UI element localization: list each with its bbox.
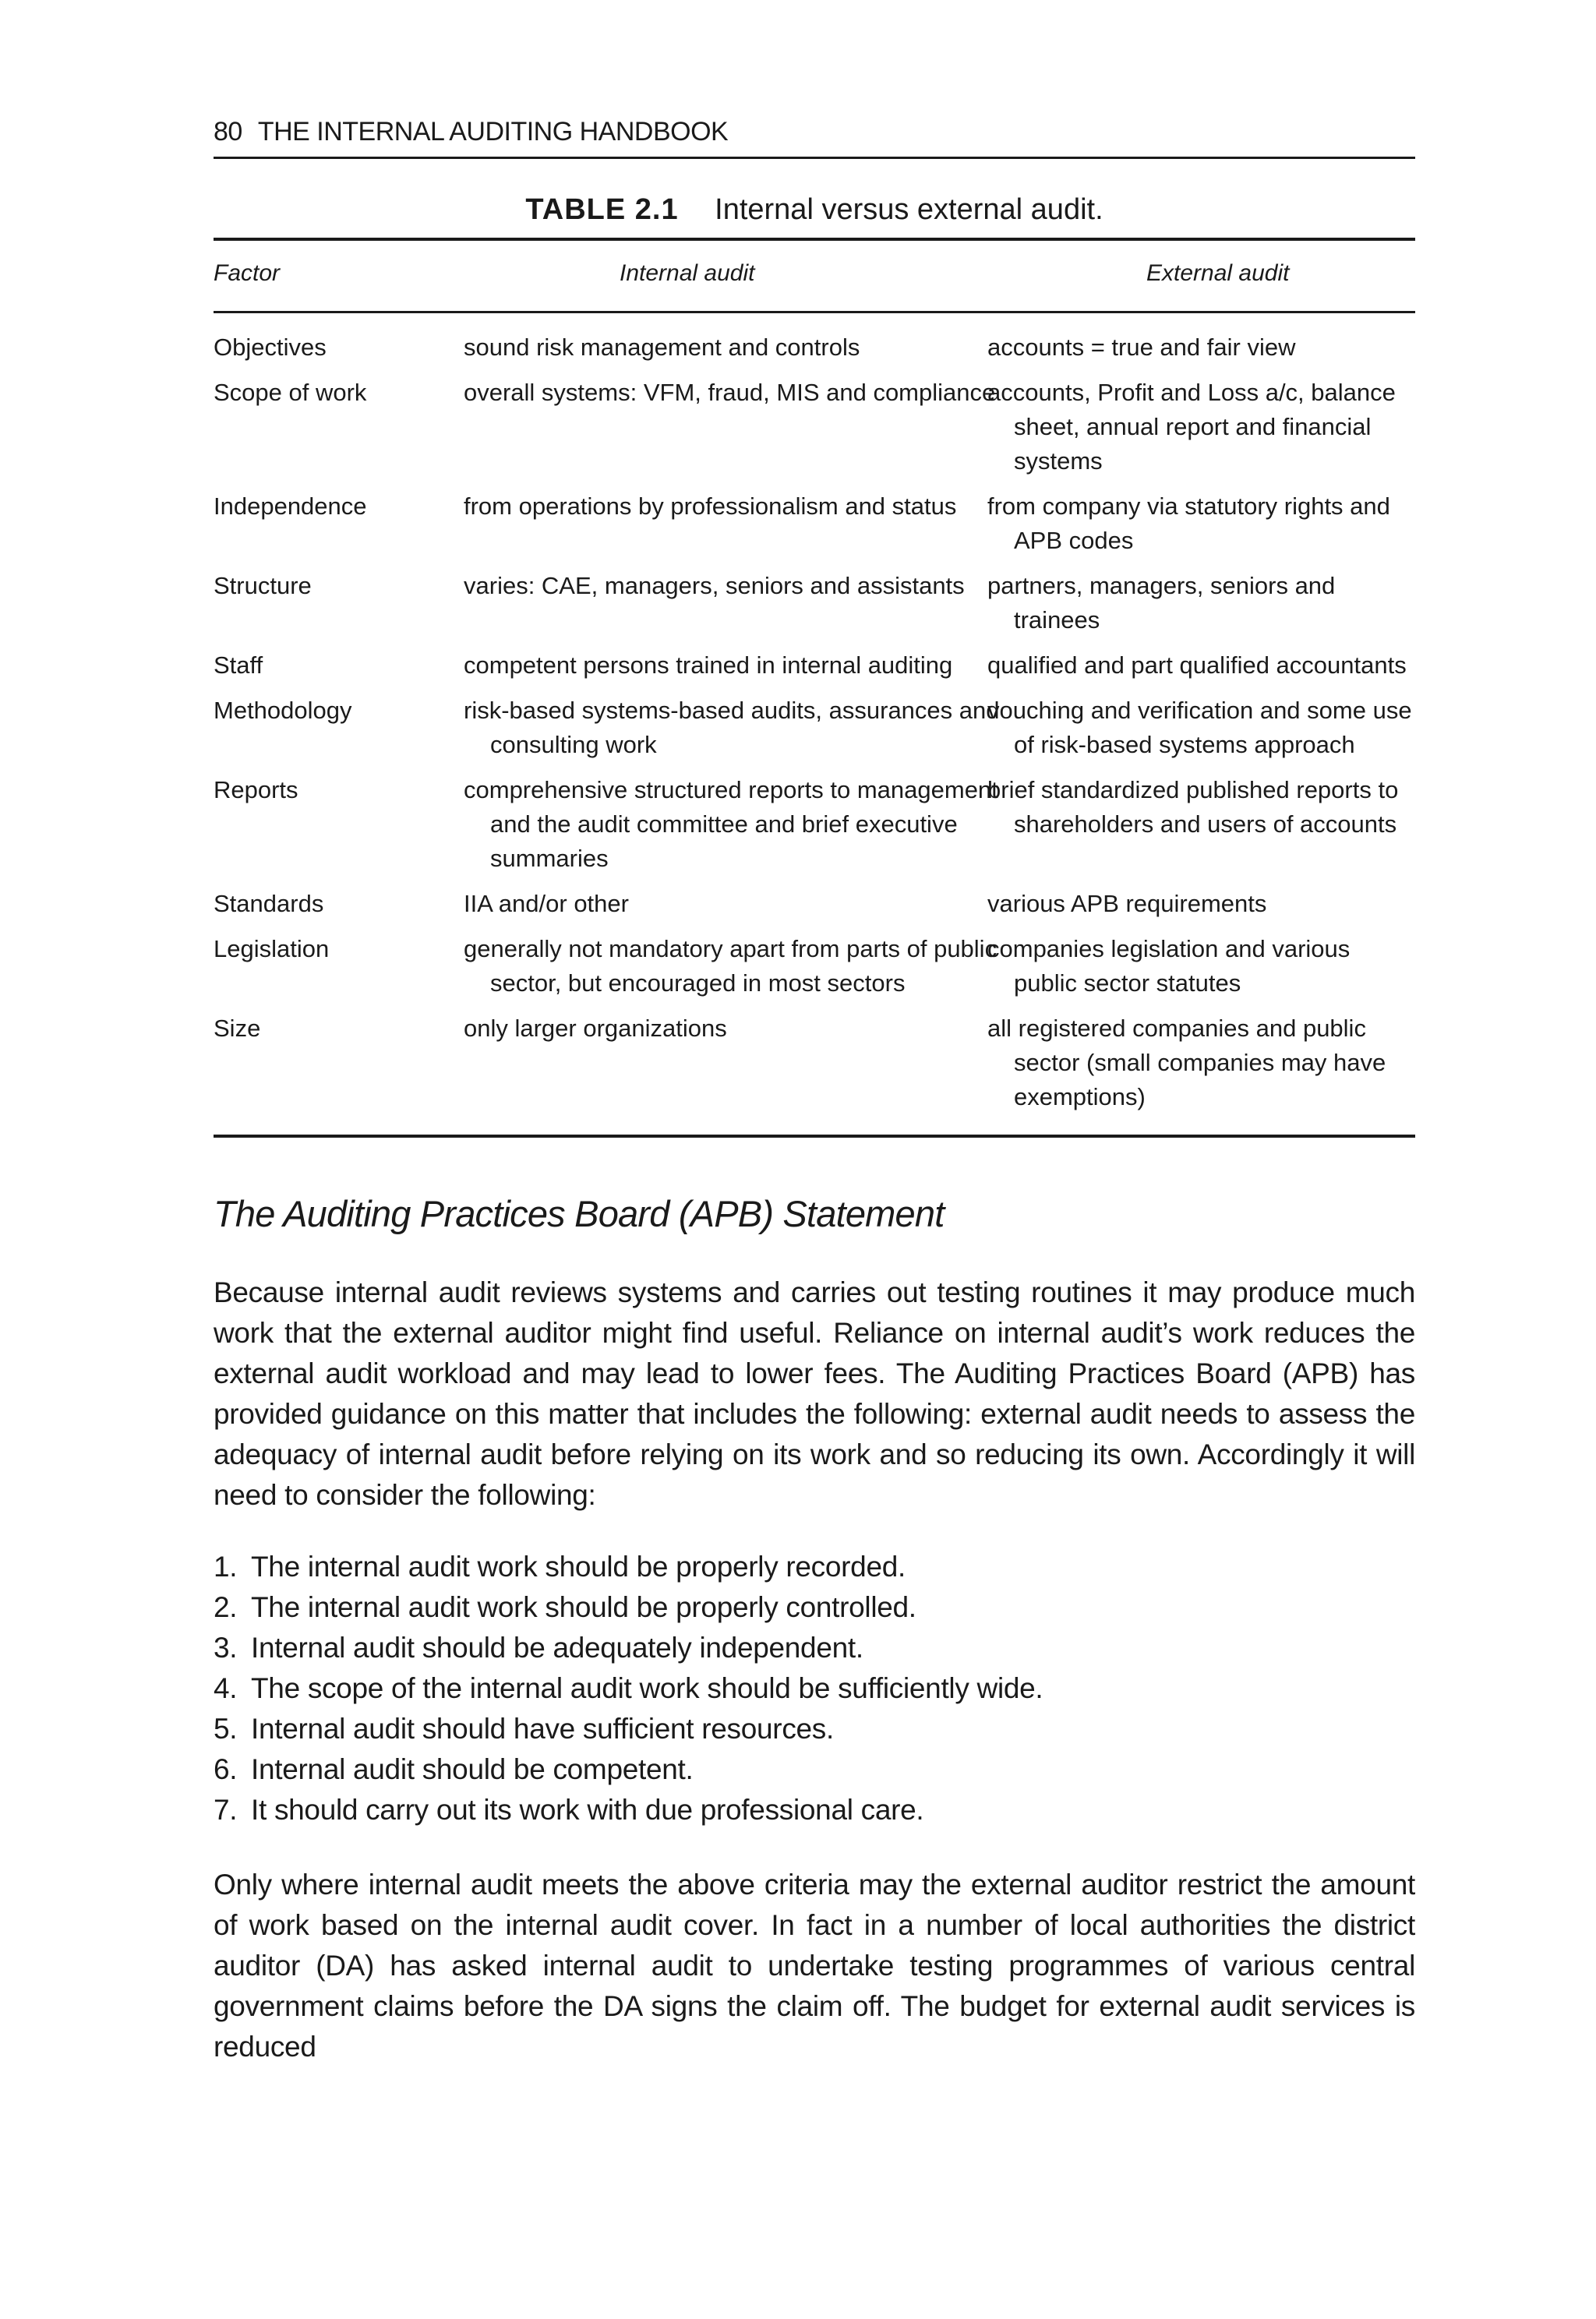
list-item-text: Internal audit should have sufficient resources.	[251, 1713, 834, 1745]
cell-internal-audit: competent persons trained in internal auditing	[464, 651, 953, 679]
cell-factor: Methodology	[214, 697, 352, 724]
table-row	[214, 312, 1415, 376]
cell-external-audit: companies legislation and various public sector statutes	[987, 935, 1351, 997]
intro-paragraph: Because internal audit reviews systems and carries out testing routines it may produce much work that the external auditor might find useful. Reliance on internal audit’s work reduces the external audit workload and may lead to lower fees. The Auditing Practices Board (APB) has provided guidance on this matter that includes the following: external audit needs to assess the adequacy of internal audit before relying on its work and so reducing its own. Accordingly it will need to consider the following:	[214, 1276, 1415, 1511]
cell-factor: Legislation	[214, 935, 330, 962]
table-row	[214, 773, 1415, 887]
list-item-number: 5.	[214, 1713, 238, 1745]
column-header-internal: Internal audit	[490, 239, 1014, 312]
table-header-row	[214, 239, 1415, 312]
cell-internal-audit: overall systems: VFM, fraud, MIS and compliance	[464, 379, 996, 406]
cell-factor: Structure	[214, 572, 312, 599]
comparison-table	[214, 238, 1415, 1138]
table-row	[214, 932, 1415, 1011]
criteria-list	[214, 1547, 1415, 1830]
cell-internal-audit: risk-based systems-based audits, assurances and consulting work	[464, 697, 1000, 758]
table-row	[214, 648, 1415, 694]
table-caption	[214, 193, 1415, 227]
cell-internal-audit: from operations by professionalism and status	[464, 492, 957, 520]
list-item-number: 2.	[214, 1591, 238, 1623]
list-item	[214, 1790, 1415, 1830]
list-item	[214, 1709, 1415, 1749]
list-item-text: Internal audit should be adequately independent.	[251, 1632, 863, 1664]
list-item-number: 3.	[214, 1632, 238, 1664]
cell-external-audit: accounts, Profit and Loss a/c, balance sheet, annual report and financial systems	[987, 379, 1396, 475]
list-item-text: It should carry out its work with due professional care.	[251, 1794, 924, 1826]
cell-factor: Scope of work	[214, 379, 367, 406]
column-header-factor: Factor	[214, 239, 490, 312]
cell-external-audit: from company via statutory rights and APB codes	[987, 492, 1390, 554]
table-row	[214, 376, 1415, 489]
cell-internal-audit: sound risk management and controls	[464, 334, 860, 361]
column-header-external: External audit	[1014, 239, 1415, 312]
cell-external-audit: various APB requirements	[987, 890, 1267, 917]
cell-internal-audit: only larger organizations	[464, 1015, 727, 1042]
cell-external-audit: partners, managers, seniors and trainees	[987, 572, 1336, 634]
cell-factor: Reports	[214, 776, 298, 803]
list-item-number: 4.	[214, 1672, 238, 1704]
section-heading: The Auditing Practices Board (APB) Statement	[214, 1193, 945, 1234]
cell-factor: Objectives	[214, 334, 327, 361]
list-item	[214, 1628, 1415, 1668]
book-page	[214, 117, 1415, 2067]
cell-internal-audit: comprehensive structured reports to management and the audit committee and brief executive summaries	[464, 776, 998, 872]
book-title: THE INTERNAL AUDITING HANDBOOK	[257, 117, 729, 146]
table-caption-text: Internal versus external audit.	[715, 193, 1103, 226]
table-row	[214, 489, 1415, 569]
list-item-number: 7.	[214, 1794, 238, 1826]
table-label: TABLE 2.1	[525, 193, 679, 226]
table-row	[214, 569, 1415, 648]
cell-external-audit: accounts = true and fair view	[987, 334, 1296, 361]
running-head	[214, 117, 1415, 159]
cell-external-audit: brief standardized published reports to shareholders and users of accounts	[987, 776, 1399, 838]
table-body	[214, 312, 1415, 1137]
cell-factor: Size	[214, 1015, 261, 1042]
list-item	[214, 1587, 1415, 1628]
cell-internal-audit: IIA and/or other	[464, 890, 629, 917]
cell-external-audit: qualified and part qualified accountants	[987, 651, 1407, 679]
table-row	[214, 887, 1415, 932]
list-item	[214, 1668, 1415, 1709]
cell-factor: Staff	[214, 651, 263, 679]
closing-paragraph: Only where internal audit meets the above criteria may the external auditor restrict the amount of work based on the internal audit cover. In fact in a number of local authorities the district auditor (DA) has asked internal audit to undertake testing programmes of various central government claims before the DA signs the claim off. The budget for external audit services is reduced	[214, 1869, 1415, 2063]
cell-factor: Standards	[214, 890, 324, 917]
cell-factor: Independence	[214, 492, 367, 520]
list-item	[214, 1547, 1415, 1587]
list-item-number: 6.	[214, 1753, 238, 1785]
cell-internal-audit: varies: CAE, managers, seniors and assistants	[464, 572, 965, 599]
table-row	[214, 1011, 1415, 1136]
table-row	[214, 694, 1415, 773]
page-number: 80	[214, 117, 242, 146]
list-item	[214, 1749, 1415, 1790]
cell-external-audit: all registered companies and public sector (small companies may have exemptions)	[987, 1015, 1386, 1110]
list-item-number: 1.	[214, 1551, 238, 1583]
list-item-text: The scope of the internal audit work should be sufficiently wide.	[251, 1672, 1043, 1704]
list-item-text: The internal audit work should be properly recorded.	[251, 1551, 906, 1583]
list-item-text: Internal audit should be competent.	[251, 1753, 694, 1785]
list-item-text: The internal audit work should be properly controlled.	[251, 1591, 916, 1623]
cell-internal-audit: generally not mandatory apart from parts of public sector, but encouraged in most sectors	[464, 935, 998, 997]
cell-external-audit: vouching and verification and some use of risk-based systems approach	[987, 697, 1412, 758]
